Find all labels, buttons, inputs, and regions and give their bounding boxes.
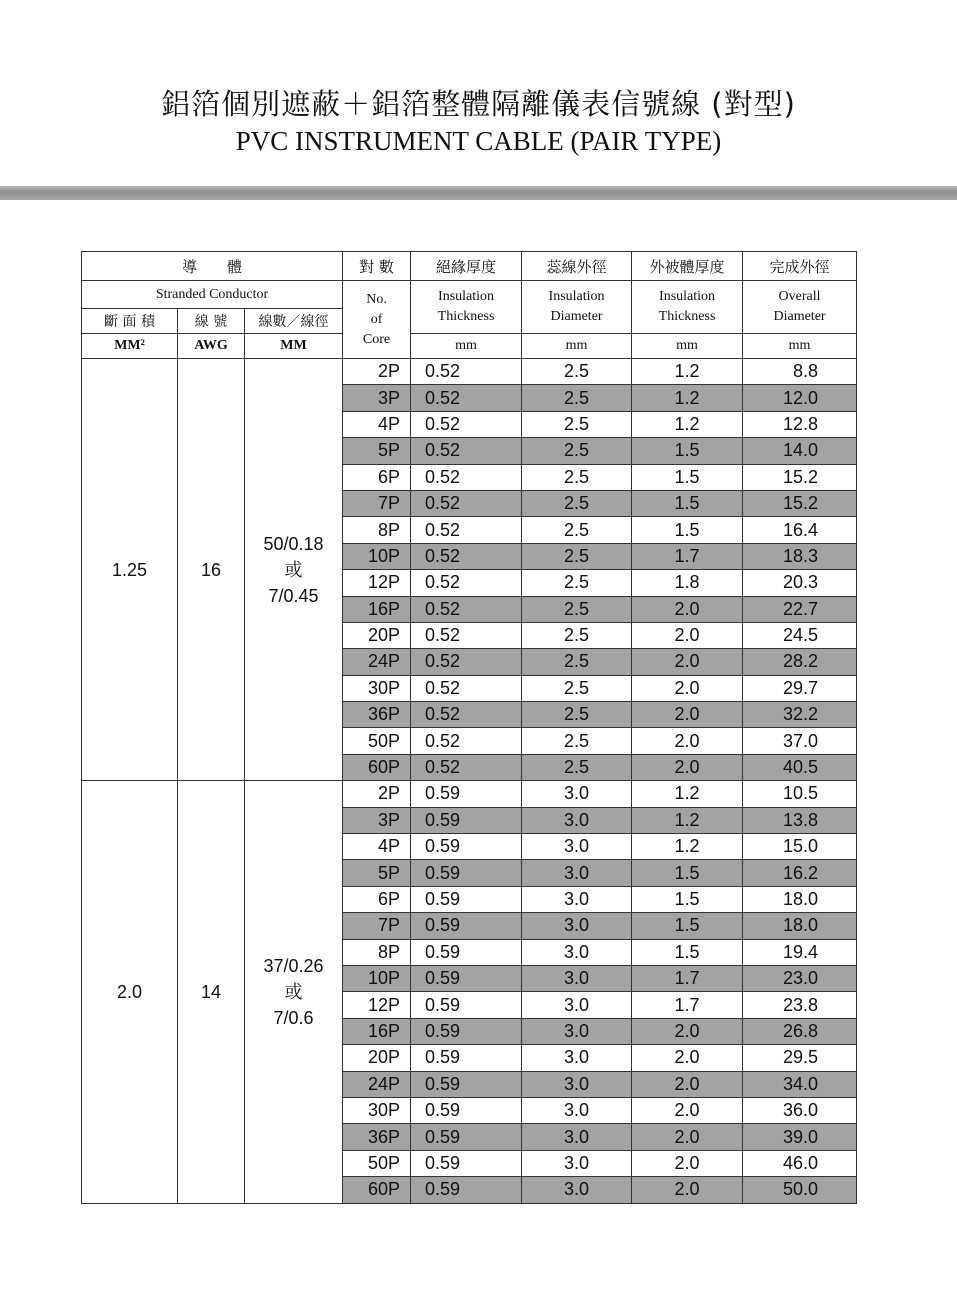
jacket-thickness-cell: 2.0	[632, 754, 743, 780]
insulation-thickness-cell: 0.52	[411, 490, 522, 516]
pair-count-cell: 50P	[343, 728, 411, 754]
header-insulation-diameter-en-line-2: Diameter	[550, 309, 603, 324]
insulation-diameter-cell: 3.0	[522, 834, 632, 860]
header-insulation-thickness-en-line-1: Insulation	[438, 289, 495, 304]
overall-diameter-cell: 34.0	[743, 1071, 857, 1097]
jacket-thickness-cell: 1.5	[632, 886, 743, 912]
header-pairs-en	[343, 281, 411, 359]
pair-count-cell: 36P	[343, 1124, 411, 1150]
overall-diameter-cell: 29.5	[743, 1045, 857, 1071]
header-jacket-thickness-en-line-1: Insulation	[659, 289, 716, 304]
pair-count-cell: 20P	[343, 1045, 411, 1071]
cross-section-area-cell: 1.25	[82, 359, 178, 781]
insulation-thickness-cell: 0.59	[411, 1018, 522, 1044]
strand-spec-line: 50/0.18	[263, 533, 324, 554]
pair-count-cell: 5P	[343, 860, 411, 886]
header-jacket-thickness-en-line-2: Thickness	[658, 309, 716, 324]
insulation-thickness-cell: 0.59	[411, 992, 522, 1018]
insulation-diameter-cell: 3.0	[522, 939, 632, 965]
insulation-diameter-cell: 3.0	[522, 1071, 632, 1097]
pair-count-cell: 6P	[343, 886, 411, 912]
header-pairs-en-line-3: Core	[362, 331, 391, 347]
header-pairs-zh: 對 數	[343, 252, 411, 281]
pair-count-cell: 10P	[343, 965, 411, 991]
pair-count-cell: 12P	[343, 992, 411, 1018]
insulation-diameter-cell: 2.5	[522, 438, 632, 464]
overall-diameter-cell: 23.0	[743, 965, 857, 991]
overall-diameter-cell: 37.0	[743, 728, 857, 754]
jacket-thickness-cell: 2.0	[632, 649, 743, 675]
insulation-diameter-cell: 2.5	[522, 728, 632, 754]
overall-diameter-cell: 15.2	[743, 490, 857, 516]
insulation-diameter-cell: 2.5	[522, 490, 632, 516]
pair-count-cell: 7P	[343, 490, 411, 516]
overall-diameter-cell: 46.0	[743, 1150, 857, 1176]
jacket-thickness-cell: 2.0	[632, 1124, 743, 1150]
header-insulation-thickness-en-line-2: Thickness	[437, 309, 495, 324]
overall-diameter-cell: 50.0	[743, 1177, 857, 1203]
jacket-thickness-cell: 1.5	[632, 913, 743, 939]
overall-diameter-cell: 12.8	[743, 411, 857, 437]
overall-diameter-cell: 36.0	[743, 1097, 857, 1123]
header-conductor-zh: 導 體	[82, 252, 343, 281]
overall-diameter-cell: 24.5	[743, 622, 857, 648]
overall-diameter-cell: 26.8	[743, 1018, 857, 1044]
overall-diameter-cell: 16.2	[743, 860, 857, 886]
insulation-thickness-cell: 0.52	[411, 359, 522, 385]
overall-diameter-cell: 10.5	[743, 781, 857, 807]
jacket-thickness-cell: 1.7	[632, 992, 743, 1018]
pair-count-cell: 6P	[343, 464, 411, 490]
overall-diameter-cell: 22.7	[743, 596, 857, 622]
jacket-thickness-cell: 2.0	[632, 596, 743, 622]
overall-diameter-cell: 20.3	[743, 570, 857, 596]
pair-count-cell: 24P	[343, 1071, 411, 1097]
insulation-thickness-cell: 0.52	[411, 438, 522, 464]
pair-count-cell: 16P	[343, 1018, 411, 1044]
pair-count-cell: 30P	[343, 1097, 411, 1123]
jacket-thickness-cell: 2.0	[632, 728, 743, 754]
table-header	[82, 252, 857, 359]
title-divider-band	[0, 186, 957, 200]
insulation-thickness-cell: 0.59	[411, 965, 522, 991]
strand-spec-cell	[245, 781, 343, 1203]
header-area-unit: MM²	[82, 334, 178, 359]
insulation-thickness-cell: 0.59	[411, 1177, 522, 1203]
insulation-diameter-cell: 2.5	[522, 570, 632, 596]
insulation-diameter-cell: 2.5	[522, 622, 632, 648]
insulation-thickness-cell: 0.52	[411, 517, 522, 543]
header-insulation-thickness-en	[411, 281, 522, 334]
insulation-diameter-cell: 3.0	[522, 886, 632, 912]
insulation-diameter-cell: 3.0	[522, 1018, 632, 1044]
pair-count-cell: 60P	[343, 1177, 411, 1203]
strand-spec-line: 7/0.45	[268, 585, 319, 606]
pair-count-cell: 5P	[343, 438, 411, 464]
header-overall-diameter-en-line-2: Diameter	[773, 309, 826, 324]
jacket-thickness-cell: 2.0	[632, 702, 743, 728]
awg-cell: 16	[178, 359, 245, 781]
pair-count-cell: 36P	[343, 702, 411, 728]
table-row	[82, 359, 857, 385]
insulation-diameter-cell: 3.0	[522, 913, 632, 939]
pair-count-cell: 12P	[343, 570, 411, 596]
insulation-diameter-cell: 2.5	[522, 596, 632, 622]
overall-diameter-cell: 14.0	[743, 438, 857, 464]
header-awg-zh: 線 號	[178, 309, 245, 334]
header-jacket-thickness-zh: 外被體厚度	[632, 252, 743, 281]
pair-count-cell: 7P	[343, 913, 411, 939]
jacket-thickness-cell: 2.0	[632, 1097, 743, 1123]
insulation-thickness-cell: 0.52	[411, 754, 522, 780]
overall-diameter-cell: 28.2	[743, 649, 857, 675]
overall-diameter-cell: 19.4	[743, 939, 857, 965]
pair-count-cell: 2P	[343, 781, 411, 807]
insulation-thickness-cell: 0.59	[411, 886, 522, 912]
insulation-diameter-cell: 2.5	[522, 543, 632, 569]
insulation-thickness-cell: 0.59	[411, 939, 522, 965]
insulation-thickness-cell: 0.52	[411, 543, 522, 569]
header-insulation-diameter-zh: 蕊線外徑	[522, 252, 632, 281]
insulation-thickness-cell: 0.59	[411, 1071, 522, 1097]
overall-diameter-cell: 8.8	[743, 359, 857, 385]
insulation-thickness-cell: 0.52	[411, 385, 522, 411]
insulation-diameter-cell: 3.0	[522, 1045, 632, 1071]
insulation-thickness-cell: 0.59	[411, 834, 522, 860]
insulation-thickness-cell: 0.52	[411, 570, 522, 596]
insulation-diameter-cell: 3.0	[522, 1177, 632, 1203]
pair-count-cell: 50P	[343, 1150, 411, 1176]
jacket-thickness-cell: 1.2	[632, 807, 743, 833]
strand-spec-line: 或	[284, 981, 303, 1002]
insulation-diameter-cell: 2.5	[522, 649, 632, 675]
header-overall-diameter-en	[743, 281, 857, 334]
overall-diameter-cell: 12.0	[743, 385, 857, 411]
insulation-diameter-cell: 2.5	[522, 385, 632, 411]
overall-diameter-cell: 39.0	[743, 1124, 857, 1150]
overall-diameter-cell: 16.4	[743, 517, 857, 543]
overall-diameter-cell: 15.0	[743, 834, 857, 860]
insulation-thickness-cell: 0.59	[411, 1097, 522, 1123]
strand-spec-cell	[245, 359, 343, 781]
insulation-diameter-cell: 3.0	[522, 1150, 632, 1176]
pair-count-cell: 30P	[343, 675, 411, 701]
overall-diameter-cell: 29.7	[743, 675, 857, 701]
insulation-diameter-cell: 2.5	[522, 754, 632, 780]
header-conductor-en: Stranded Conductor	[82, 281, 343, 309]
insulation-diameter-cell: 2.5	[522, 675, 632, 701]
insulation-thickness-cell: 0.52	[411, 728, 522, 754]
header-overall-diameter-zh: 完成外徑	[743, 252, 857, 281]
jacket-thickness-cell: 1.5	[632, 464, 743, 490]
jacket-thickness-cell: 2.0	[632, 1045, 743, 1071]
jacket-thickness-cell: 1.2	[632, 385, 743, 411]
table-row	[82, 781, 857, 807]
overall-diameter-cell: 18.0	[743, 886, 857, 912]
pair-count-cell: 4P	[343, 834, 411, 860]
overall-diameter-cell: 13.8	[743, 807, 857, 833]
header-insulation-diameter-unit: mm	[522, 334, 632, 359]
insulation-diameter-cell: 2.5	[522, 702, 632, 728]
overall-diameter-cell: 18.0	[743, 913, 857, 939]
insulation-diameter-cell: 3.0	[522, 992, 632, 1018]
jacket-thickness-cell: 2.0	[632, 1150, 743, 1176]
insulation-thickness-cell: 0.52	[411, 464, 522, 490]
insulation-thickness-cell: 0.59	[411, 781, 522, 807]
pair-count-cell: 8P	[343, 939, 411, 965]
pair-count-cell: 2P	[343, 359, 411, 385]
header-overall-diameter-en-line-1: Overall	[778, 289, 821, 304]
overall-diameter-cell: 32.2	[743, 702, 857, 728]
header-insulation-thickness-unit: mm	[411, 334, 522, 359]
insulation-thickness-cell: 0.59	[411, 913, 522, 939]
pair-count-cell: 3P	[343, 807, 411, 833]
pair-count-cell: 24P	[343, 649, 411, 675]
overall-diameter-cell: 40.5	[743, 754, 857, 780]
insulation-diameter-cell: 3.0	[522, 1097, 632, 1123]
jacket-thickness-cell: 1.2	[632, 781, 743, 807]
header-strand-unit: MM	[245, 334, 343, 359]
header-pairs-en-line-2: of	[370, 311, 383, 327]
insulation-diameter-cell: 2.5	[522, 411, 632, 437]
insulation-thickness-cell: 0.52	[411, 596, 522, 622]
awg-cell: 14	[178, 781, 245, 1203]
header-awg-unit: AWG	[178, 334, 245, 359]
pair-count-cell: 3P	[343, 385, 411, 411]
header-insulation-diameter-en-line-1: Insulation	[548, 289, 605, 304]
insulation-diameter-cell: 3.0	[522, 860, 632, 886]
header-insulation-diameter-en	[522, 281, 632, 334]
header-pairs-en-line-1: No.	[366, 291, 387, 307]
strand-spec-line: 7/0.6	[273, 1007, 314, 1028]
insulation-thickness-cell: 0.59	[411, 860, 522, 886]
header-jacket-thickness-en	[632, 281, 743, 334]
header-area-zh: 斷 面 積	[82, 309, 178, 334]
header-overall-diameter-unit: mm	[743, 334, 857, 359]
pair-count-cell: 16P	[343, 596, 411, 622]
jacket-thickness-cell: 1.7	[632, 543, 743, 569]
insulation-thickness-cell: 0.52	[411, 649, 522, 675]
strand-spec-line: 37/0.26	[263, 955, 324, 976]
pair-count-cell: 8P	[343, 517, 411, 543]
jacket-thickness-cell: 1.2	[632, 834, 743, 860]
table-body	[82, 359, 857, 1204]
pair-count-cell: 60P	[343, 754, 411, 780]
pair-count-cell: 4P	[343, 411, 411, 437]
jacket-thickness-cell: 1.5	[632, 939, 743, 965]
jacket-thickness-cell: 2.0	[632, 1177, 743, 1203]
jacket-thickness-cell: 1.5	[632, 438, 743, 464]
header-jacket-thickness-unit: mm	[632, 334, 743, 359]
overall-diameter-cell: 15.2	[743, 464, 857, 490]
header-strand-zh: 線數／線徑	[245, 309, 343, 334]
jacket-thickness-cell: 1.8	[632, 570, 743, 596]
pair-count-cell: 20P	[343, 622, 411, 648]
insulation-thickness-cell: 0.59	[411, 1150, 522, 1176]
insulation-diameter-cell: 2.5	[522, 359, 632, 385]
insulation-thickness-cell: 0.52	[411, 622, 522, 648]
jacket-thickness-cell: 1.2	[632, 411, 743, 437]
page-title-english: PVC INSTRUMENT CABLE (PAIR TYPE)	[235, 126, 722, 156]
overall-diameter-cell: 23.8	[743, 992, 857, 1018]
insulation-diameter-cell: 2.5	[522, 517, 632, 543]
insulation-thickness-cell: 0.59	[411, 1045, 522, 1071]
insulation-thickness-cell: 0.52	[411, 702, 522, 728]
insulation-diameter-cell: 3.0	[522, 1124, 632, 1150]
jacket-thickness-cell: 1.2	[632, 359, 743, 385]
jacket-thickness-cell: 2.0	[632, 1018, 743, 1044]
overall-diameter-cell: 18.3	[743, 543, 857, 569]
header-insulation-thickness-zh: 絕緣厚度	[411, 252, 522, 281]
jacket-thickness-cell: 1.7	[632, 965, 743, 991]
page-title-chinese: 鋁箔個別遮蔽＋鋁箔整體隔離儀表信號線 (對型)	[161, 87, 796, 121]
insulation-diameter-cell: 3.0	[522, 781, 632, 807]
insulation-diameter-cell: 3.0	[522, 965, 632, 991]
jacket-thickness-cell: 2.0	[632, 675, 743, 701]
insulation-thickness-cell: 0.59	[411, 807, 522, 833]
cable-spec-table	[81, 251, 857, 1204]
pair-count-cell: 10P	[343, 543, 411, 569]
insulation-diameter-cell: 2.5	[522, 464, 632, 490]
strand-spec-line: 或	[284, 559, 303, 580]
insulation-thickness-cell: 0.59	[411, 1124, 522, 1150]
jacket-thickness-cell: 1.5	[632, 860, 743, 886]
jacket-thickness-cell: 1.5	[632, 490, 743, 516]
jacket-thickness-cell: 2.0	[632, 1071, 743, 1097]
insulation-thickness-cell: 0.52	[411, 675, 522, 701]
cross-section-area-cell: 2.0	[82, 781, 178, 1203]
insulation-diameter-cell: 3.0	[522, 807, 632, 833]
insulation-thickness-cell: 0.52	[411, 411, 522, 437]
jacket-thickness-cell: 1.5	[632, 517, 743, 543]
jacket-thickness-cell: 2.0	[632, 622, 743, 648]
